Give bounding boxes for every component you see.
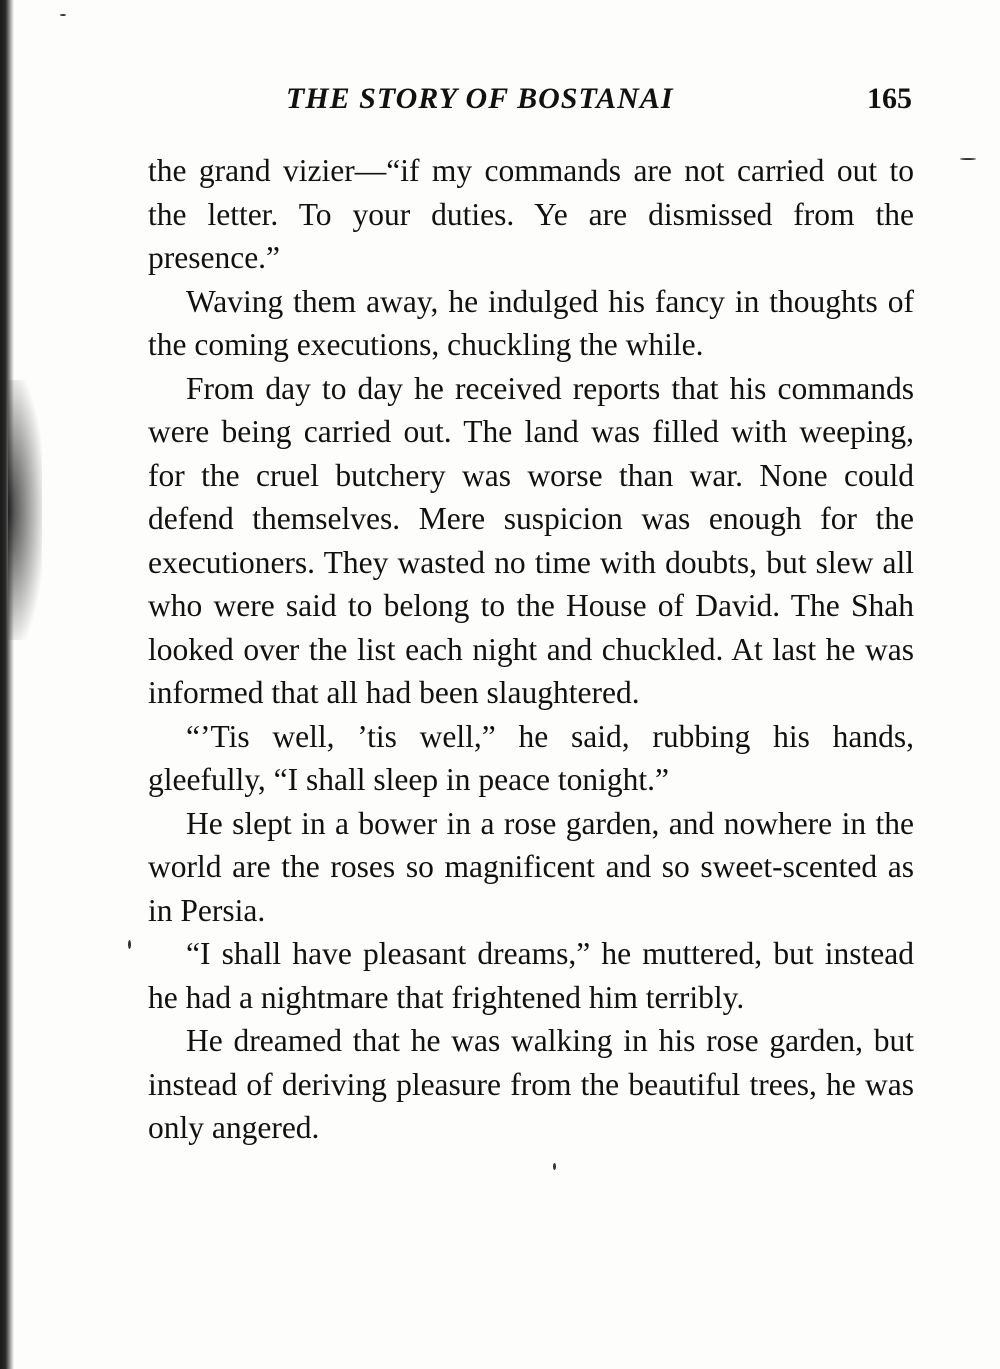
binding-smudge (8, 380, 42, 640)
paragraph: Waving them away, he indulged his fancy in thoughts of the coming executions, chuckling the while. (148, 283, 914, 362)
ink-speck (128, 940, 131, 949)
running-head (286, 82, 912, 122)
ink-speck (553, 1163, 556, 1170)
ink-speck (60, 14, 66, 16)
page-number: 165 (867, 82, 912, 115)
paragraph: From day to day he received reports that his commands were being carried out. The land was filled with weeping, for the cruel butchery was worse than war. None could defend themselves. Mere suspicion was enough for the executioners. They wasted no time with doubts, but slew all who were said to belong to the House of David. The Shah looked over the list each night and chuckled. At last he was informed that all had been slaughtered. (148, 370, 914, 710)
ink-speck (960, 158, 976, 160)
paragraph: “I shall have pleasant dreams,” he muttered, but instead he had a nightmare that frightened him terribly. (148, 936, 914, 1015)
running-head-title: THE STORY OF BOSTANAI (286, 82, 674, 115)
body-text (148, 149, 914, 1150)
paragraph: the grand vizier—“if my commands are not carried out to the letter. To your duties. Ye are dismissed from the presence.” (148, 153, 914, 275)
paragraph: “’Tis well, ’tis well,” he said, rubbing his hands, gleefully, “I shall sleep in peace tonight.” (148, 718, 914, 797)
paragraph: He slept in a bower in a rose garden, and nowhere in the world are the roses so magnificent and so sweet-scented as in Persia. (148, 805, 914, 928)
binding-shadow (0, 0, 14, 1369)
paragraph: He dreamed that he was walking in his rose garden, but instead of deriving pleasure from the beautiful trees, he was only angered. (148, 1023, 914, 1145)
